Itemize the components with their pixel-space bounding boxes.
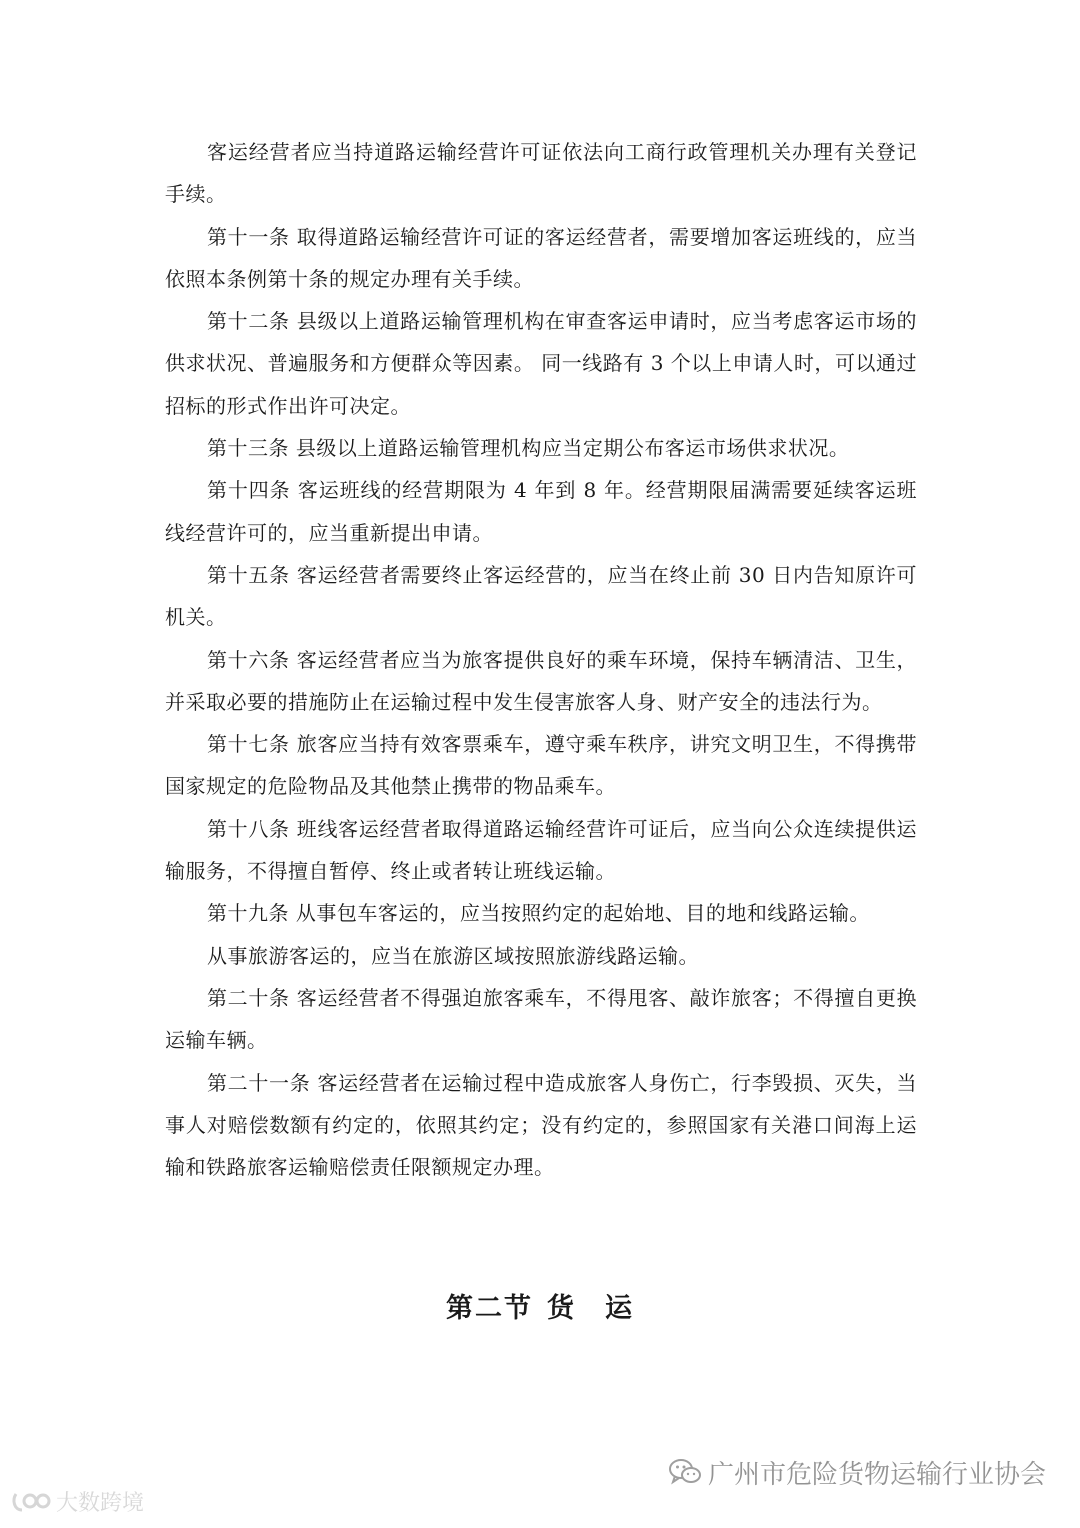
wechat-account-name: 广州市危险货物运输行业协会 [708,1459,1047,1490]
wechat-icon [668,1457,702,1487]
paragraph: 从事旅游客运的，应当在旅游区域按照旅游线路运输。 [207,943,699,968]
paragraph: 第十九条 从事包车客运的，应当按照约定的起始地、目的地和线路运输。 [207,901,870,926]
logo-icon [10,1486,54,1516]
paragraph: 第二十条 客运经营者不得强迫旅客乘车，不得甩客、敲诈旅客；不得擅自更换运输车辆。 [165,985,917,1053]
paragraph: 第二十一条 客运经营者在运输过程中造成旅客人身伤亡，行李毁损、灭失，当事人对赔偿数额有约定的，依照其约定；没有约定的，参照国家有关港口间海上运输和铁路旅客运输赔偿责任限额规定办理。 [165,1070,917,1180]
section-heading [0,1286,1080,1325]
document-body [165,131,917,1188]
site-watermark [10,1481,144,1521]
paragraph: 第十五条 客运经营者需要终止客运经营的，应当在终止前 30 日内告知原许可机关。 [165,562,917,630]
paragraph: 第十四条 客运班线的经营期限为 4 年到 8 年。经营期限届满需要延续客运班线经营许可的，应当重新提出申请。 [165,478,917,545]
site-name: 大数跨境 [56,1490,145,1516]
paragraph: 第十一条 取得道路运输经营许可证的客运经营者，需要增加客运班线的，应当依照本条例第十条的规定办理有关手续。 [165,224,917,291]
paragraph: 客运经营者应当持道路运输经营许可证依法向工商行政管理机关办理有关登记手续。 [165,140,917,207]
paragraph: 第十二条 县级以上道路运输管理机构在审查客运申请时，应当考虑客运市场的供求状况、普遍服务和方便群众等因素。 同一线路有 3 个以上申请人时，可以通过招标的形式作出许可决定。 [165,309,917,418]
paragraph: 第十六条 客运经营者应当为旅客提供良好的乘车环境，保持车辆清洁、卫生，并采取必要的措施防止在运输过程中发生侵害旅客人身、财产安全的违法行为。 [165,647,917,714]
paragraph: 第十七条 旅客应当持有效客票乘车，遵守乘车秩序，讲究文明卫生，不得携带国家规定的危险物品及其他禁止携带的物品乘车。 [165,732,917,799]
paragraph: 第十八条 班线客运经营者取得道路运输经营许可证后，应当向公众连续提供运输服务，不得擅自暂停、终止或者转让班线运输。 [165,816,917,884]
paragraph: 第十三条 县级以上道路运输管理机构应当定期公布客运市场供求状况。 [207,436,850,461]
section-number: 第二节 [446,1293,533,1324]
wechat-watermark [668,1452,1058,1492]
section-name: 货 运 [547,1293,634,1324]
